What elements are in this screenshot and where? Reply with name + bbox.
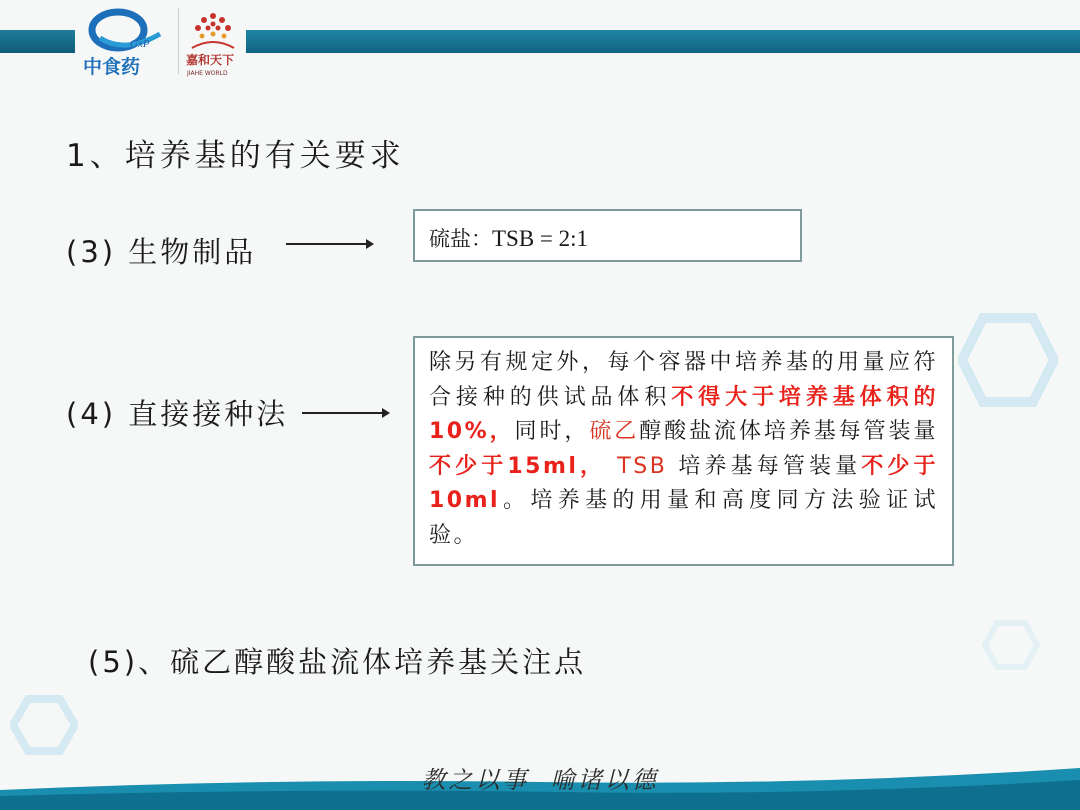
req-text-3: 醇酸盐流体培养基每管装量 [639,419,938,444]
logo-divider [178,8,179,74]
footer-motto: 教之以事 喻诸以德 [421,766,659,794]
arrow-icon [302,403,392,423]
req-text-2: 同时， [514,419,590,444]
cpa-logo [80,6,175,78]
header-band-right [246,30,1080,53]
req-red-text-1: 硫乙 [589,419,640,444]
hexagon-decoration-icon [982,618,1040,672]
req-red-text-2: TSB [617,453,668,479]
req-highlight-3: 不少于10ml [429,453,938,513]
req-highlight-2: 不少于15ml， [429,453,607,479]
ratio-formula: TSB = 2:1 [492,226,589,251]
slide-heading: 1、培养基的有关要求 [66,138,405,174]
req-highlight-1: 不得大于培养基体积的10%， [429,384,938,444]
item-biological-products: (3) 生物制品 [66,235,257,269]
jiahe-logo [182,6,244,78]
item-direct-inoculation: (4) 直接接种法 [66,397,289,431]
logo-badge-text: GxP [130,38,150,50]
hexagon-decoration-icon [10,694,78,756]
logo-left-text: 中食药 [83,56,141,78]
requirements-box [413,336,954,566]
logo-right-subtext: JIAHE WORLD [187,70,228,77]
req-text-4: 培养基每管装量 [667,453,862,479]
ratio-box [413,209,802,262]
header-band-left [0,30,75,53]
hexagon-decoration-icon [958,312,1058,408]
req-text-5: 。培养基的用量和高度同方法验证试验。 [429,488,938,548]
logo-right-text: 嘉和天下 [186,53,235,67]
ratio-prefix: 硫盐： [429,227,492,251]
req-text-1: 除另有规定外，每个容器中培养基的用量应符合接种的供试品体积 [429,350,938,410]
arrow-icon [286,234,376,254]
item-thioglycollate-notes: (5)、硫乙醇酸盐流体培养基关注点 [88,645,587,679]
